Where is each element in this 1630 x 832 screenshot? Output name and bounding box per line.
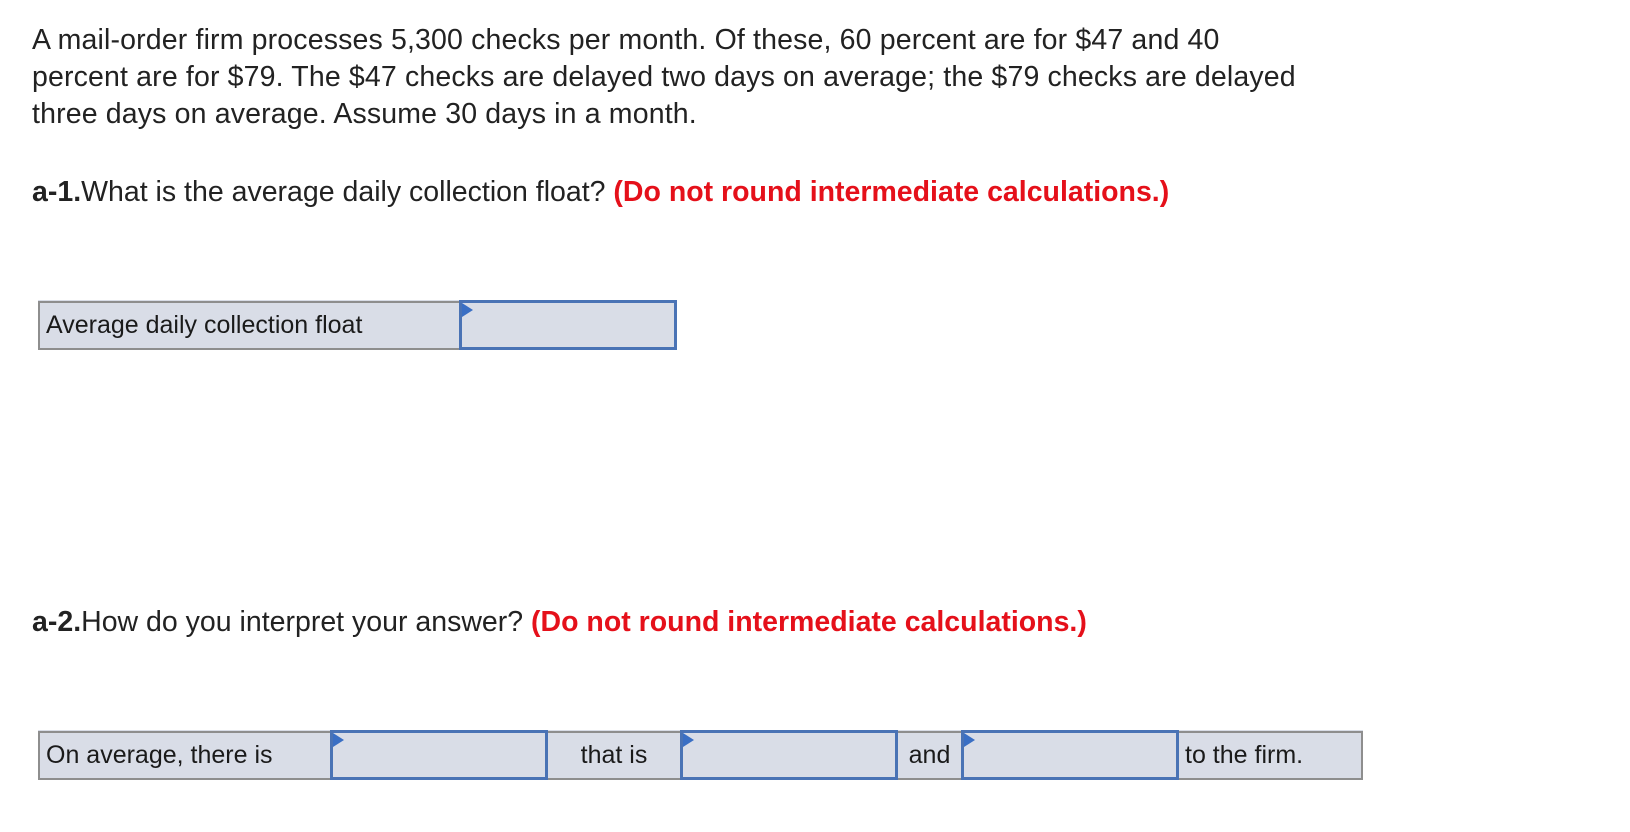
question-a2-text: How do you interpret your answer? bbox=[81, 606, 524, 638]
answer-row-a2 bbox=[39, 732, 1362, 779]
question-a1 bbox=[32, 174, 1169, 211]
average-daily-float-input-cell[interactable] bbox=[461, 302, 676, 349]
interpretation-segment-4: to the firm. bbox=[1178, 732, 1363, 779]
average-daily-float-label: Average daily collection float bbox=[39, 302, 461, 349]
question-a1-text: What is the average daily collection float? bbox=[81, 176, 606, 208]
interpretation-amount-input[interactable] bbox=[333, 733, 545, 777]
interpretation-status-input[interactable] bbox=[683, 733, 895, 777]
interpretation-effect-input[interactable] bbox=[964, 733, 1176, 777]
question-a1-label: a-1. bbox=[32, 176, 82, 208]
answer-table-a2 bbox=[38, 730, 1363, 780]
interpretation-effect-input-cell[interactable] bbox=[963, 732, 1178, 779]
question-a2 bbox=[32, 604, 1087, 641]
interpretation-segment-2: that is bbox=[547, 732, 682, 779]
question-a2-label: a-2. bbox=[32, 606, 82, 638]
interpretation-amount-input-cell[interactable] bbox=[332, 732, 547, 779]
question-a2-note: (Do not round intermediate calculations.) bbox=[531, 606, 1087, 638]
problem-statement: A mail-order firm processes 5,300 checks per month. Of these, 60 percent are for $47 and 40 percent are for $79. The $47 checks are delayed two days on average; the $79 checks are delayed three days on average. Assume 30 days in a month. bbox=[32, 24, 1296, 130]
interpretation-segment-1: On average, there is bbox=[39, 732, 332, 779]
question-a1-note: (Do not round intermediate calculations.) bbox=[613, 176, 1170, 208]
answer-row-a1 bbox=[39, 302, 676, 349]
answer-table-a1 bbox=[38, 300, 677, 350]
average-daily-float-input[interactable] bbox=[462, 303, 674, 347]
interpretation-segment-3: and bbox=[897, 732, 963, 779]
interpretation-status-input-cell[interactable] bbox=[682, 732, 897, 779]
